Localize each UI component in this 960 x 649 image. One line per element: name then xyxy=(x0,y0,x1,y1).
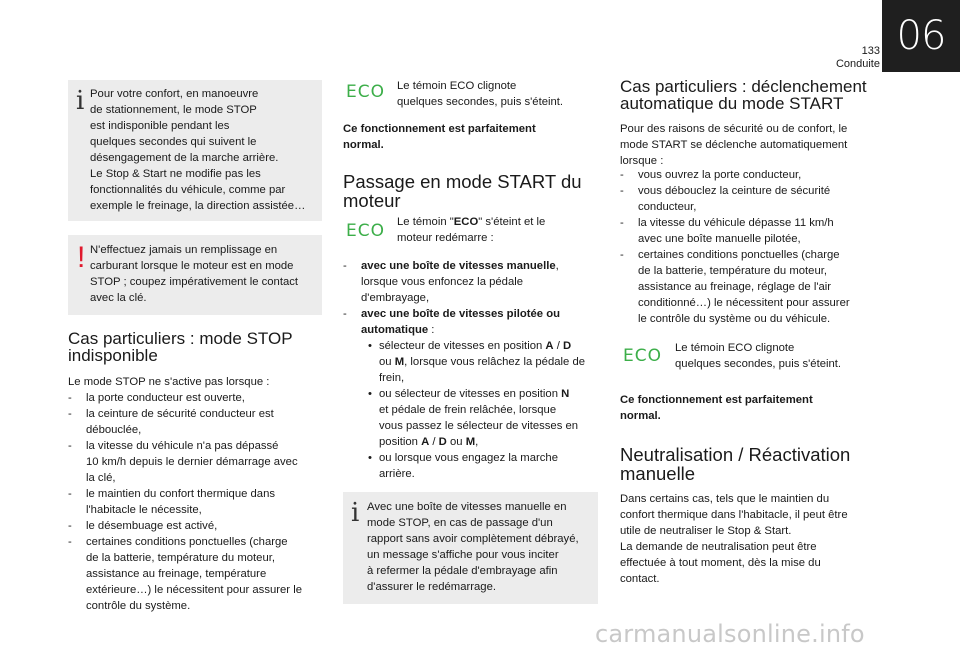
eco-blink-note: Le témoin ECO clignote quelques secondes, puis s'éteint. xyxy=(397,80,564,108)
warning-box xyxy=(68,235,322,315)
stop-conditions-list xyxy=(68,390,328,614)
list-item: - le désembuage est activé, xyxy=(68,518,328,534)
section-heading-start-mode: Passage en mode START du moteur xyxy=(343,171,582,211)
list-item: - certaines conditions ponctuelles (charge de la batterie, température du moteur, assistance au freinage, température extérieure…) le nécessitent pour assurer le contrôle du système. xyxy=(68,534,328,614)
watermark: carmanualsonline.info xyxy=(595,620,865,648)
auto-start-list xyxy=(620,167,880,327)
info-line: mode STOP, en cas de passage d'un xyxy=(367,517,553,529)
page-number: 133 xyxy=(861,45,880,57)
normal-operation-note: Ce fonctionnement est parfaitement normal. xyxy=(620,394,813,422)
info-line: quelques secondes qui suivent le xyxy=(90,136,257,148)
list-item: - vous ouvrez la porte conducteur, xyxy=(620,167,880,183)
info-line: Avec une boîte de vitesses manuelle en xyxy=(367,501,567,513)
eco-indicator-icon: ECO xyxy=(346,221,385,241)
sub-list xyxy=(361,338,605,482)
restart-conditions-list xyxy=(343,258,605,482)
info-line: Pour votre confort, en manoeuvre xyxy=(90,88,259,100)
info-line: rapport sans avoir complètement débrayé, xyxy=(367,533,579,545)
info-line: de stationnement, le mode STOP xyxy=(90,104,257,116)
info-icon: i xyxy=(76,86,85,116)
info-line: fonctionnalités du véhicule, comme par xyxy=(90,184,286,196)
warning-line: STOP ; coupez impérativement le contact xyxy=(90,276,299,288)
chapter-number-tab: 06 xyxy=(882,0,960,72)
eco-indicator-icon: ECO xyxy=(346,82,385,102)
auto-start-intro: Pour des raisons de sécurité ou de confort, le mode START se déclenche automatiquement lorsque : xyxy=(620,123,848,167)
eco-off-note: Le témoin "ECO" s'éteint et le moteur redémarre : xyxy=(397,216,546,244)
list-item: - le maintien du confort thermique dans l'habitacle le nécessite, xyxy=(68,486,328,518)
list-item: - la vitesse du véhicule n'a pas dépassé 10 km/h depuis le dernier démarrage avec la clé, xyxy=(68,438,328,486)
info-line: à refermer la pédale d'embrayage afin xyxy=(367,565,558,577)
list-item: - avec une boîte de vitesses pilotée ou automatique : • sélecteur de vitesses en position A / D ou M, lorsque vous relâchez la pédale de frein, • ou sélecteur de vitesses en position N et pédale de frein relâchée, lorsque vous passez le sélecteur de vitesses en position A / D ou M, • ou lorsque vous engagez la marche arrière. xyxy=(343,306,605,482)
section-heading-auto-start: Cas particuliers : déclenchement automatique du mode START xyxy=(620,77,867,113)
warning-line: N'effectuez jamais un remplissage en xyxy=(90,244,278,256)
neutralisation-paragraph: Dans certains cas, tels que le maintien du confort thermique dans l'habitacle, il peut être utile de neutraliser le Stop & Start. La demande de neutralisation peut être effectuée à tout moment, dès la mise du contact. xyxy=(620,493,848,585)
stop-intro: Le mode STOP ne s'active pas lorsque : xyxy=(68,376,270,388)
list-item: - certaines conditions ponctuelles (charge de la batterie, température du moteur, assistance au freinage, réglage de l'air conditionné…) le nécessitent pour assurer le contrôle du système ou du véhicule. xyxy=(620,247,880,327)
sub-list-item: • sélecteur de vitesses en position A / D ou M, lorsque vous relâchez la pédale de frein, xyxy=(361,338,605,386)
info-line: Le Stop & Start ne modifie pas les xyxy=(90,168,261,180)
info-box xyxy=(343,492,598,604)
list-item: - la ceinture de sécurité conducteur est débouclée, xyxy=(68,406,328,438)
normal-operation-note: Ce fonctionnement est parfaitement normal. xyxy=(343,123,536,151)
info-box xyxy=(68,80,322,221)
warning-line: avec la clé. xyxy=(90,292,147,304)
list-item: - vous débouclez la ceinture de sécurité conducteur, xyxy=(620,183,880,215)
sub-list-item: • ou sélecteur de vitesses en position N et pédale de frein relâchée, lorsque vous passez le sélecteur de vitesses en position A / D ou M, xyxy=(361,386,605,450)
warning-line: carburant lorsque le moteur est en mode xyxy=(90,260,294,272)
chapter-title: Conduite xyxy=(835,58,880,70)
sub-list-item: • ou lorsque vous engagez la marche arrière. xyxy=(361,450,605,482)
list-item: - la porte conducteur est ouverte, xyxy=(68,390,328,406)
info-icon: i xyxy=(351,498,360,528)
info-line: désengagement de la marche arrière. xyxy=(90,152,279,164)
info-line: d'assurer le redémarrage. xyxy=(367,581,496,593)
list-item: - la vitesse du véhicule dépasse 11 km/h avec une boîte manuelle pilotée, xyxy=(620,215,880,247)
eco-blink-note: Le témoin ECO clignote quelques secondes, puis s'éteint. xyxy=(675,342,842,370)
info-line: un message s'affiche pour vous inciter xyxy=(367,549,559,561)
info-line: exemple le freinage, la direction assistée… xyxy=(90,200,306,212)
section-heading-stop-unavailable: Cas particuliers : mode STOP indisponible xyxy=(68,329,293,365)
warning-icon: ! xyxy=(77,241,86,274)
info-line: est indisponible pendant les xyxy=(90,120,230,132)
section-heading-neutralisation: Neutralisation / Réactivation manuelle xyxy=(620,444,851,484)
list-item: - avec une boîte de vitesses manuelle, lorsque vous enfoncez la pédale d'embrayage, xyxy=(343,258,605,306)
eco-indicator-icon: ECO xyxy=(623,346,662,366)
